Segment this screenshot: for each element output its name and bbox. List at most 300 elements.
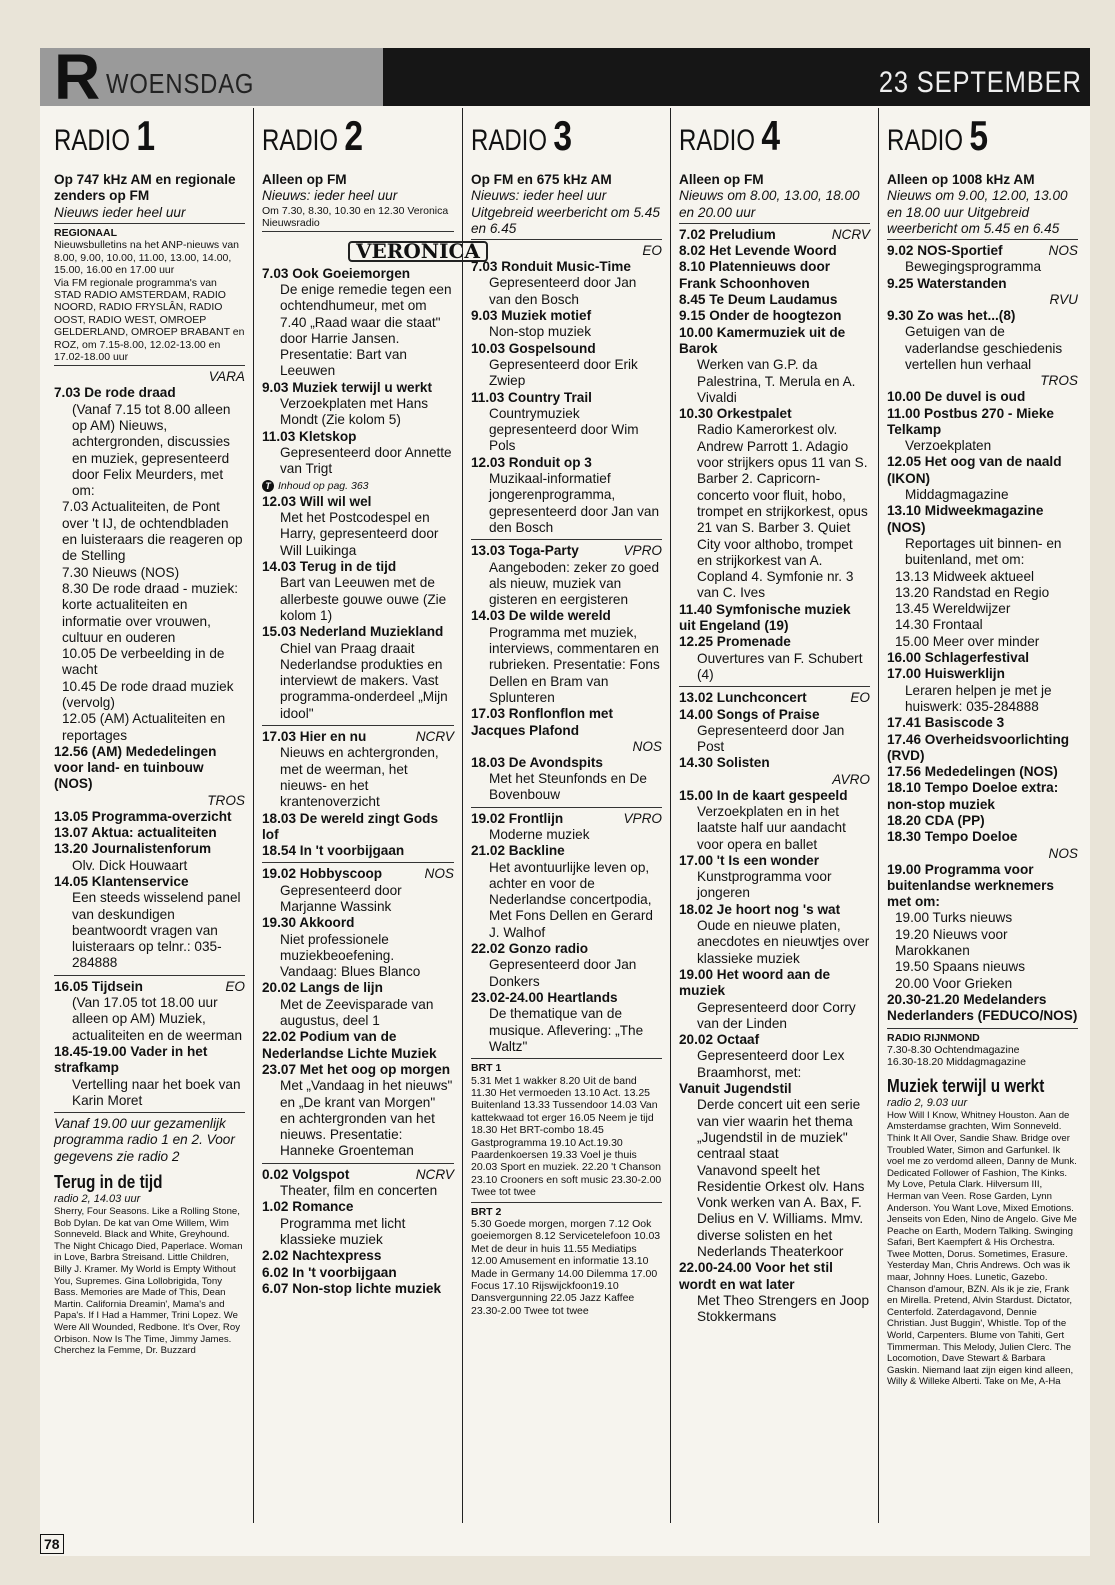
program-item	[679, 967, 870, 1032]
playlist-subheading: radio 2, 9.03 uur	[887, 1096, 968, 1109]
program-description: Programma met licht klassieke muziek	[280, 1215, 406, 1247]
brt1-heading: BRT 1	[471, 1062, 502, 1075]
program-title: 8.45 Te Deum Laudamus	[679, 292, 838, 308]
program-title	[471, 811, 662, 827]
broadcaster-label: VPRO	[623, 810, 662, 826]
tip-icon: T	[262, 480, 274, 492]
program-item	[679, 243, 870, 259]
program-description: Moderne muziek	[489, 826, 590, 842]
program-description: Vertelling naar het boek van Karin Moret	[72, 1076, 241, 1108]
program-description: Countrymuziek gepresenteerd door Wim Pols	[489, 405, 639, 454]
divider	[471, 807, 662, 808]
radio-label: RADIO	[679, 124, 756, 157]
program-title: 18.30 Tempo Doeloe	[887, 829, 1018, 845]
sub-item: 12.05 (AM) Actualiteiten en reportages	[62, 711, 226, 743]
frequency-info: Op FM en 675 kHz AM	[471, 172, 612, 187]
program-item	[679, 634, 870, 683]
broadcaster-label: NOS	[632, 738, 662, 754]
program-title: 18.02 Je hoort nog 's wat	[679, 901, 841, 917]
program-title	[262, 1167, 454, 1183]
program-item	[887, 780, 1078, 813]
program-title: 9.03 Muziek motief	[471, 308, 592, 324]
program-item	[262, 915, 454, 980]
section-letter: R	[54, 41, 101, 113]
program-title	[679, 227, 870, 243]
playlist-text: Sherry, Four Seasons. Like a Rolling Stone, Bob Dylan. De kat van Ome Willem, Wim Sonneveld. Black and White, Greyhound. The Night Chicago Died, Paperlace. Woman in Love, Barbra Streisand. Little Children, Billy J. Kramer. My World is Empty Without You, Supremes. Gina Lollobrigida, Tony Bass. Memories are Made of This, Dean Martin. California Dreamin', Mama's and Papa's. If I Had a Hammer, Trini Lopez. We Were All Wounded, Redbone. It's Over, Roy Orbison. Now Is The Time, Jimmy James. Cherchez la Femme, Dr. Buzzard	[54, 1206, 243, 1357]
page-number: 78	[40, 1534, 64, 1554]
program-title: 9.03 Muziek terwijl u werkt	[262, 379, 432, 395]
program-title: 13.10 Midweekmagazine (NOS)	[887, 503, 1044, 535]
program-title: 17.00 Huiswerklijn	[887, 666, 1005, 682]
program-item	[262, 380, 454, 429]
program-title: 9.25 Waterstanden	[887, 275, 1007, 291]
program-description: Gepresenteerd door Jan van den Bosch	[489, 275, 637, 307]
program-item	[679, 788, 870, 853]
program-title-text: 9.02 NOS-Sportief	[887, 243, 1003, 259]
program-title: 12.03 Will wil wel	[262, 493, 372, 509]
program-item	[262, 1265, 454, 1281]
broadcaster-label: NCRV	[415, 1166, 454, 1182]
program-description: Aangeboden: zeker zo goed als nieuw, muziek van gisteren en eergisteren	[489, 559, 660, 608]
program-item	[54, 385, 245, 499]
radio-heading	[887, 112, 1040, 172]
program-description: Chiel van Praag draait Nederlandse produkties en interviewt de makers. Vast programma-onderdeel „Mijn idool"	[280, 640, 448, 721]
program-item	[679, 308, 870, 324]
station-info	[679, 172, 870, 224]
program-item	[54, 841, 245, 874]
program-item	[471, 990, 662, 1055]
program-title: 19.00 Programma voor buitenlandse werknemers met om:	[887, 861, 1054, 910]
program-title: 18.10 Tempo Doeloe extra: non-stop muziek	[887, 780, 1059, 812]
program-item	[887, 276, 1078, 292]
program-item	[262, 843, 454, 859]
program-item	[679, 1260, 870, 1325]
program-item	[887, 666, 1078, 715]
program-item	[887, 862, 1078, 911]
brt1-schedule: 5.31 Met 1 wakker 8.20 Uit de band 11.30 Het vermoeden 13.10 Act. 13.25 Buitenland 13.33 Tussendoor 14.03 Van kattekwaad tot erger 16.05 Neem je tijd 18.30 Het BRT-combo 18.45 Gastprogramma 19.10 Act.19.30 Paardenkoersen 19.33 Voel je thuis 20.03 Sport en muziek. 22.20 't Chanson 23.10 Crooners en soft music 23.30-2.00 Twee tot twee	[471, 1074, 662, 1199]
playlist-heading: Muziek terwijl u werkt	[887, 1075, 1045, 1096]
program-title: 10.00 De duvel is oud	[887, 389, 1026, 405]
program-description: Reportages uit binnen- en buitenland, met om:	[905, 535, 1062, 568]
regional-block	[54, 227, 245, 366]
program-title: 11.03 Kletskop	[262, 428, 357, 444]
program-item	[54, 744, 245, 793]
program-description: Oude en nieuwe platen, anecdotes en nieuwtjes over klassieke muziek	[697, 918, 870, 966]
program-title: 18.03 De wereld zingt Gods lof	[262, 810, 439, 842]
program-description: Nieuws en achtergronden, met de weerman, het nieuws- en het krantenoverzicht	[280, 745, 439, 810]
program-title: 12.03 Ronduit op 3	[471, 454, 592, 470]
program-title: 10.30 Orkestpalet	[679, 406, 792, 422]
program-description: Bart van Leeuwen met de allerbeste gouwe ouwe (Zie kolom 1)	[280, 575, 447, 623]
radio-heading	[679, 112, 832, 172]
program-item	[887, 813, 1078, 829]
program-title: 12.25 Promenade	[679, 634, 791, 650]
program-description: Gepresenteerd door Corry van der Linden	[697, 999, 856, 1031]
program-item	[679, 292, 870, 308]
radio-heading	[262, 112, 416, 172]
program-title: 11.00 Postbus 270 - Mieke Telkamp	[887, 405, 1054, 437]
program-title: 20.30-21.20 Medelanders Nederlanders (FEDUCO/NOS)	[887, 991, 1078, 1024]
program-item	[54, 825, 245, 841]
program-item	[887, 992, 1078, 1025]
program-item	[679, 406, 870, 602]
program-title: 2.02 Nachtexpress	[262, 1248, 382, 1264]
program-item	[262, 1248, 454, 1264]
program-title: 14.03 Terug in de tijd	[262, 559, 397, 575]
program-title: 18.45-19.00 Vader in het strafkamp	[54, 1043, 208, 1076]
program-title	[679, 690, 870, 706]
program-title: 9.30 Zo was het...(8)	[887, 308, 1016, 324]
program-item	[471, 843, 662, 941]
veronica-logo: VERONICA	[348, 241, 488, 261]
program-description: Met het Postcodespel en Harry, gepresenteerd door Will Luikinga	[280, 510, 439, 558]
station-info	[262, 172, 454, 232]
program-item	[887, 829, 1078, 845]
broadcaster-label: NCRV	[831, 226, 870, 242]
program-item	[679, 690, 870, 706]
program-title: Vanuit Jugendstil	[679, 1081, 792, 1097]
program-title: 15.00 In de kaart gespeeld	[679, 787, 848, 803]
program-title: 8.10 Platennieuws door Frank Schoonhoven	[679, 259, 831, 291]
news-info: Nieuws: ieder heel uur	[262, 188, 398, 204]
program-item	[887, 389, 1078, 405]
program-title	[887, 243, 1078, 259]
program-title: 18.20 CDA (PP)	[887, 812, 985, 828]
sub-item: 13.45 Wereldwijzer	[895, 601, 1011, 617]
program-title: 22.02 Podium van de Nederlandse Lichte Muziek	[262, 1029, 437, 1061]
brt2-schedule: 5.30 Goede morgen, morgen 7.12 Ook goeiemorgen 8.12 Servicetelefoon 10.03 Met de deur in huis 11.55 Mediatips 12.00 Amusement en informatie 13.10 Made in Germany 14.00 Dilemma 17.00 Focus 17.10 Rijswijckfoon19.10 Dansvergunning 22.05 Jazz Kaffee 23.30-2.00 Twee tot twee	[471, 1218, 661, 1317]
program-description: Met Theo Strengers en Joop Stokkermans	[697, 1292, 870, 1325]
program-item	[262, 1062, 454, 1160]
program-title: 15.03 Nederland Muziekland	[262, 624, 444, 640]
divider	[471, 539, 662, 540]
program-title: 17.46 Overheidsvoorlichting (RVD)	[887, 731, 1070, 763]
radio-number: 1	[136, 112, 156, 159]
broadcaster-label: NOS	[1048, 243, 1078, 259]
program-item	[262, 429, 454, 478]
tv-guide-page	[40, 41, 1090, 1556]
sub-item: 10.05 De verbeelding in de wacht	[62, 646, 225, 678]
program-item	[54, 874, 245, 972]
program-item	[262, 729, 454, 810]
rijnmond-afternoon: 16.30-18.20 Middagmagazine	[887, 1056, 1026, 1069]
program-title	[262, 729, 454, 745]
program-title: 20.02 Octaaf	[679, 1032, 760, 1048]
broadcaster-label: TROS	[1040, 373, 1078, 389]
frequency-info: Alleen op 1008 kHz AM	[887, 172, 1035, 187]
program-description: De enige remedie tegen een ochtendhumeur, met om 7.40 „Raad waar die staat" door Harrie Jansen. Presentatie: Bart van Leeuwen	[280, 282, 452, 379]
program-item	[679, 1032, 870, 1081]
rijnmond-heading: RADIO RIJNMOND	[887, 1031, 980, 1044]
program-title: 7.03 De rode draad	[54, 385, 176, 401]
divider	[54, 1112, 245, 1113]
broadcaster-label: AVRO	[832, 771, 870, 787]
program-title: 17.56 Mededelingen (NOS)	[887, 764, 1058, 780]
program-description: Gepresenteerd door Erik Zwiep	[489, 356, 638, 389]
divider	[471, 1202, 662, 1203]
program-title: 19.00 Het woord aan de muziek	[679, 966, 831, 999]
program-description: Gepresenteerd door Annette van Trigt	[280, 444, 452, 477]
program-title: 21.02 Backline	[471, 843, 565, 859]
program-title-text: 13.03 Toga-Party	[471, 543, 579, 559]
news-schedule: Om 7.30, 8.30, 10.30 en 12.30 Veronica Nieuwsradio	[262, 204, 449, 229]
program-description: Bewegingsprogramma	[905, 259, 1042, 275]
program-item	[262, 1281, 454, 1297]
regional-programs: Via FM regionale programma's van STAD RADIO AMSTERDAM, RADIO NOORD, RADIO FRYSLÂN, RADIO OOST, RADIO WEST, OMROEP GELDERLAND, OMROEP BRABANT en ROZ, om 7.15-8.00, 12.02-13.00 en 17.02-18.00 uur	[54, 276, 245, 363]
program-description: Verzoekplaten met Hans Mondt (Zie kolom 5)	[280, 396, 429, 428]
radio-number: 4	[761, 112, 781, 159]
program-item	[262, 266, 454, 380]
radio-number: 3	[553, 112, 573, 159]
broadcaster-label: VARA	[208, 369, 245, 385]
program-item	[887, 308, 1078, 373]
program-item	[262, 811, 454, 844]
divider	[471, 1058, 662, 1059]
program-item	[471, 543, 662, 608]
program-description: Kunstprogramma voor jongeren	[697, 869, 832, 901]
banner-right	[383, 48, 1090, 106]
program-item	[887, 715, 1078, 731]
program-item	[887, 243, 1078, 276]
program-title: 1.02 Romance	[262, 1199, 354, 1215]
program-description: Gepresenteerd door Jan Donkers	[489, 957, 637, 989]
program-title: 10.03 Gospelsound	[471, 340, 596, 356]
program-description: Radio Kamerorkest olv. Andrew Parrott 1. Adagio voor strijkers opus 11 van S. Barber 2. Capricorn-concerto voor fluit, hobo, trompet en strijkorkest, opus 21 van S. Barber 3. Quiet City voor althobo, trompet en strijkorkest van A. Copland 4. Symfonie nr. 3 van C. Ives	[697, 422, 868, 601]
header-banner	[40, 41, 1090, 113]
program-item	[262, 559, 454, 624]
program-description: Ouvertures van F. Schubert (4)	[697, 650, 863, 682]
program-title-text: 19.02 Frontlijn	[471, 810, 564, 826]
program-item	[262, 980, 454, 1029]
broadcaster-label: TROS	[207, 792, 245, 808]
program-title: 18.03 De Avondspits	[471, 754, 603, 770]
program-item	[679, 1163, 870, 1261]
program-title: 6.07 Non-stop lichte muziek	[262, 1280, 442, 1296]
banner-left	[40, 41, 383, 113]
program-description: Middagmagazine	[905, 487, 1009, 503]
news-info: Nieuws ieder heel uur	[54, 204, 186, 220]
program-item	[471, 455, 662, 536]
program-title: 12.05 Het oog van de naald (IKON)	[887, 454, 1062, 486]
program-item	[887, 764, 1078, 780]
program-description: Met het Steunfonds en De Bovenbouw	[489, 771, 647, 803]
station-info	[54, 172, 245, 224]
program-title: 10.00 Kamermuziek uit de Barok	[679, 324, 846, 356]
program-item	[887, 503, 1078, 568]
program-title: 16.00 Schlagerfestival	[887, 650, 1030, 666]
program-item	[471, 941, 662, 990]
broadcaster-label: NOS	[424, 866, 454, 882]
program-title-text: 0.02 Volgspot	[262, 1166, 350, 1182]
program-description: Non-stop muziek	[489, 324, 591, 340]
brt2-heading: BRT 2	[471, 1205, 502, 1218]
program-description: Gepresenteerd door Marjanne Wassink	[280, 882, 402, 914]
column-radio-4	[670, 108, 878, 1523]
program-item	[887, 732, 1078, 765]
program-description: Met „Vandaag in het nieuws" en „De krant van Morgen" en achtergronden van het nieuws. Presentatie: Hanneke Groenteman	[280, 1078, 453, 1159]
program-title: 23.07 Met het oog op morgen	[262, 1061, 451, 1077]
program-item	[679, 853, 870, 902]
program-item	[262, 1167, 454, 1200]
sub-item: 19.20 Nieuws voor Marokkanen	[895, 926, 1008, 959]
broadcaster-label: NOS	[1048, 845, 1078, 861]
program-item	[679, 707, 870, 756]
sub-item: 13.13 Midweek aktueel	[895, 568, 1035, 584]
regional-heading: REGIONAAL	[54, 226, 117, 239]
program-description: Verzoekplaten en in het laatste half uur aandacht voor opera en ballet	[697, 803, 846, 852]
radio-label: RADIO	[54, 124, 131, 157]
divider	[262, 725, 454, 726]
reference-text: Inhoud op pag. 363	[278, 479, 369, 492]
program-title: 17.03 Ronflonflon met Jacques Plafond	[471, 706, 613, 738]
program-title: 14.03 De wilde wereld	[471, 608, 611, 624]
program-item	[471, 608, 662, 706]
program-description: Niet professionele muziekbeoefening. Vandaag: Blues Blanco	[280, 931, 421, 980]
program-item	[887, 454, 1078, 503]
joint-program-note: Vanaf 19.00 uur gezamenlijk programma radio 1 en 2. Voor gegevens zie radio 2	[54, 1116, 235, 1164]
program-item	[471, 341, 662, 390]
playlist-text: How Will I Know, Whitney Houston. Aan de Amsterdamse grachten, Wim Sonneveld. Think It All Over, Sandie Shaw. Bridge over Troubled Water, Simon and Garfunkel. Ik voel me zo verdomd alleen, Danny de Munk. Dedicated Follower of Fashion, The Kinks. My Love, Petula Clark. Hilversum III, Herman van Veen. Rose Garden, Lynn Anderson. You Want Love, Mixed Emotions. Jenseits von Eden, Nino de Angelo. Give Me Peache on Earth, Modern Talking. Swinging Safari, Bert Kaempfert & His Orchestra. Twee Motten, Dorus. Sometimes, Erasure. Yesterday Man, Chris Andrews. Och was ik maar, Johnny Hoes. Lunetic, Gazebo. Chanson d'amour, BZN. Als ik je zie, Frank en Mirella. Pretend, Alvin Stardust. Dictator, Centerfold. Zaterdagavond, Dennie Christian. Just Buggin', Whistle. Top of the World, Carpenters. Blume von Tahiti, Gert Timmerman. This Melody, Julien Clerc. The Locomotion, Dave Stewart & Barbara Gaskin. Niemand laat zijn eigen kind alleen, Willy & Willeke Alberti. Take on Me, A-Ha	[887, 1109, 1077, 1388]
program-item	[679, 325, 870, 406]
frequency-info: Alleen op FM	[679, 172, 764, 187]
program-title: 22.02 Gonzo radio	[471, 941, 589, 957]
radio-label: RADIO	[471, 124, 548, 157]
content-reference	[262, 478, 454, 494]
program-title: 22.00-24.00 Voor het stil wordt en wat later	[679, 1260, 833, 1292]
radio-heading	[54, 112, 207, 172]
divider	[679, 686, 870, 687]
program-title	[262, 866, 454, 882]
program-title: 23.02-24.00 Heartlands	[471, 989, 618, 1005]
program-title: 20.02 Langs de lijn	[262, 980, 383, 996]
program-description: (Vanaf 7.15 tot 8.00 alleen op AM) Nieuws, achtergronden, discussies en muziek, gepresenteerd door Felix Meurders, met om:	[72, 401, 231, 499]
frequency-info: Op 747 kHz AM en regionale zenders op FM	[54, 172, 236, 204]
program-description: Met de Zeevisparade van augustus, deel 1	[280, 996, 434, 1029]
program-item	[262, 866, 454, 915]
program-item	[679, 227, 870, 243]
program-title: 13.07 Aktua: actualiteiten	[54, 825, 217, 841]
columns	[46, 108, 1088, 1523]
frequency-info: Alleen op FM	[262, 172, 347, 187]
broadcaster-label: RVU	[1049, 292, 1078, 308]
sub-item: 13.20 Randstad en Regio	[895, 584, 1050, 600]
station-info	[471, 172, 662, 240]
program-description: Olv. Dick Houwaart	[72, 857, 188, 873]
radio-label: RADIO	[262, 124, 339, 157]
program-item	[262, 1029, 454, 1062]
program-description: Muzikaal-informatief jongerenprogramma, gepresenteerd door Jan van den Bosch	[489, 471, 660, 535]
program-title: 6.02 In 't voorbijgaan	[262, 1264, 397, 1280]
program-item	[471, 706, 662, 739]
program-title-text: 17.03 Hier en nu	[262, 729, 367, 745]
program-item	[679, 259, 870, 292]
program-item	[54, 1044, 245, 1109]
program-title	[54, 979, 245, 995]
column-radio-1	[46, 108, 253, 1523]
program-item	[679, 902, 870, 967]
radio-heading	[471, 112, 624, 172]
program-title: 17.41 Basiscode 3	[887, 715, 1005, 731]
program-item	[471, 811, 662, 844]
divider	[262, 1163, 454, 1164]
sub-item: 15.00 Meer over minder	[895, 633, 1040, 649]
sub-item: 14.30 Frontaal	[895, 617, 983, 633]
rijnmond-morning: 7.30-8.30 Ochtendmagazine	[887, 1043, 1020, 1056]
program-title-text: 13.02 Lunchconcert	[679, 690, 807, 706]
divider	[262, 862, 454, 863]
broadcaster-label: EO	[225, 978, 245, 994]
news-info: Nieuws om 9.00, 12.00, 13.00 en 18.00 uur Uitgebreid weerbericht om 5.45 en 6.45	[887, 188, 1068, 236]
program-title: 13.20 Journalistenforum	[54, 841, 212, 857]
station-info	[887, 172, 1078, 240]
program-item	[679, 1081, 870, 1162]
program-title: 11.03 Country Trail	[471, 389, 592, 405]
program-description: Vanavond speelt het Residentie Orkest olv. Hans Vonk werken van A. Bax, F. Delius en V. Williams. Mmv. diverse solisten en het Nederlands Theaterkoor	[697, 1162, 865, 1259]
program-description: Programma met muziek, interviews, commentaren en rubrieken. Presentatie: Fons Dellen en Bram van Splunteren	[489, 624, 660, 705]
sub-item: 10.45 De rode draad muziek (vervolg)	[62, 678, 234, 710]
program-title: 14.05 Klantenservice	[54, 873, 189, 889]
program-item	[471, 755, 662, 804]
program-description: Gepresenteerd door Lex Braamhorst, met:	[697, 1048, 845, 1080]
sub-item: 7.30 Nieuws (NOS)	[62, 564, 180, 580]
sub-item: 8.30 De rode draad - muziek: korte actualiteiten en informatie over vrouwen, cultuur en ouderen	[62, 580, 239, 645]
program-description: Werken van G.P. da Palestrina, T. Merula en A. Vivaldi	[697, 357, 856, 405]
program-item	[54, 979, 245, 1044]
program-description: Een steeds wisselend panel van deskundigen beantwoordt vragen van luisteraars op telnr.: 035-284888	[72, 890, 241, 971]
program-item	[471, 390, 662, 455]
day-label: WOENSDAG	[106, 68, 255, 99]
broadcaster-label: EO	[850, 690, 870, 706]
playlist-subheading: radio 2, 14.03 uur	[54, 1193, 141, 1206]
program-title: 12.56 (AM) Mededelingen voor land- en tuinbouw (NOS)	[54, 743, 217, 792]
radio-number: 5	[969, 112, 989, 159]
program-title-text: 19.02 Hobbyscoop	[262, 866, 383, 882]
program-title: 19.30 Akkoord	[262, 915, 355, 931]
program-title: 11.40 Symfonische muziek uit Engeland (19)	[679, 601, 851, 634]
program-description: Theater, film en concerten	[280, 1183, 438, 1199]
broadcaster-label: NCRV	[415, 729, 454, 745]
program-description: Derde concert uit een serie van vier waarin het thema „Jugendstil in de muziek" centraal staat	[697, 1097, 861, 1162]
program-description: Gepresenteerd door Jan Post	[697, 722, 845, 755]
program-description: Verzoekplaten	[905, 438, 992, 454]
date-label: 23 SEPTEMBER	[879, 66, 1082, 99]
program-item	[262, 624, 454, 722]
program-title: 7.03 Ook Goeiemorgen	[262, 265, 411, 281]
program-title-text: 16.05 Tijdsein	[54, 978, 143, 994]
program-title	[471, 543, 662, 559]
program-title: 7.03 Ronduit Music-Time	[471, 259, 631, 275]
sub-item: 7.03 Actualiteiten, de Pont over 't IJ, de ochtendbladen en luisteraars die reageren op de Stelling	[62, 499, 243, 564]
program-item	[471, 308, 662, 341]
radio-number: 2	[344, 112, 364, 159]
column-radio-5	[878, 108, 1086, 1523]
radio-label: RADIO	[887, 124, 964, 157]
program-title: 17.00 't Is een wonder	[679, 852, 819, 868]
program-item	[262, 1199, 454, 1248]
program-description: (Van 17.05 tot 18.00 uur alleen op AM) Muziek, actualiteiten en de weerman	[72, 995, 243, 1043]
program-item	[54, 809, 245, 825]
divider	[887, 1028, 1078, 1029]
program-title: 18.54 In 't voorbijgaan	[262, 843, 405, 859]
program-description: De thematique van de musique. Aflevering: „The Waltz"	[489, 1006, 644, 1054]
program-title: 14.30 Solisten	[679, 755, 770, 771]
divider	[54, 975, 245, 976]
sub-item: 19.50 Spaans nieuws	[895, 959, 1025, 975]
program-item	[679, 755, 870, 771]
column-radio-3	[462, 108, 670, 1523]
program-title: 13.05 Programma-overzicht	[54, 808, 232, 824]
program-item	[887, 406, 1078, 455]
